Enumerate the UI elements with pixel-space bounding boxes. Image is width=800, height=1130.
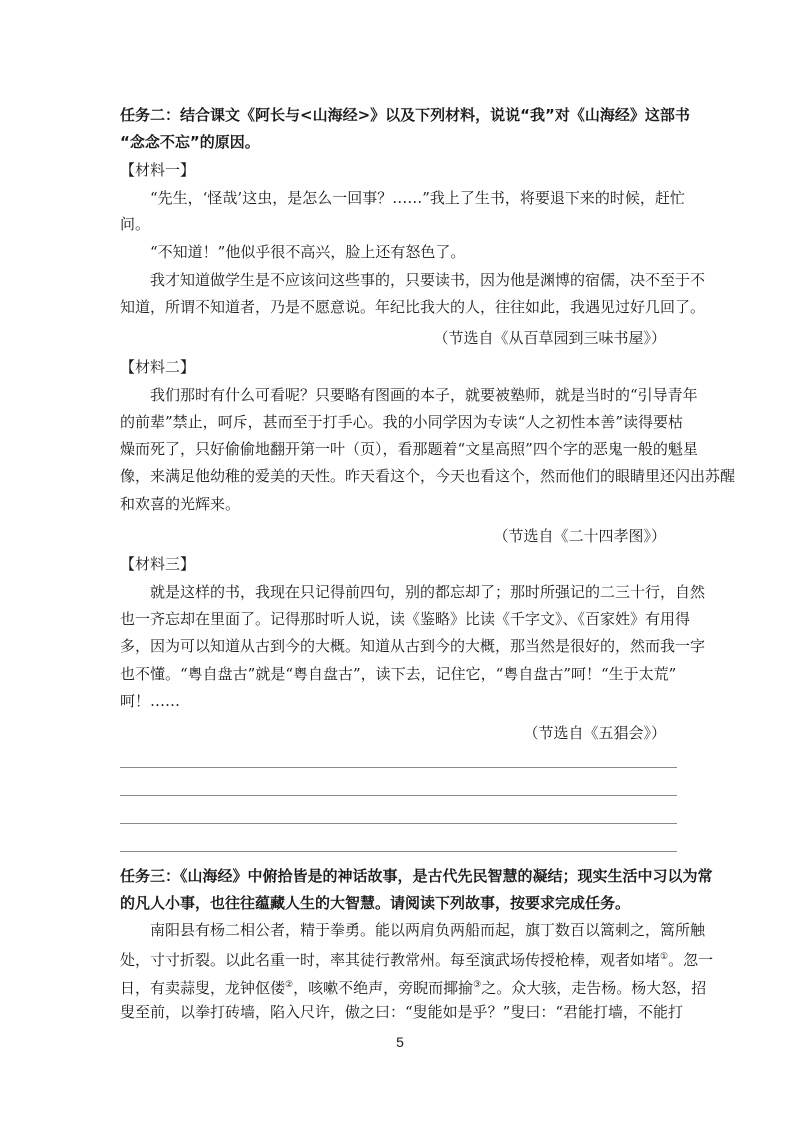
- material1-p3-line2: 知道，所谓不知道者，乃是不愿意说。年纪比我大的人，往往如此，我遇见过好几回了。: [120, 298, 706, 316]
- material3-line5: 呵！……: [120, 692, 181, 710]
- story-line2-text-a: 处，寸寸折裂。以此名重一时，率其徒行教常州。每至演武场传授枪棒，观者如堵: [120, 951, 661, 969]
- answer-line-2[interactable]: [120, 795, 677, 796]
- material3-line3: 多，因为可以知道从古到今的大概。知道从古到今的大概，那当然是很好的，然而我一字: [120, 637, 706, 655]
- task3-story-line4: 叟至前，以拳打砖墙，陷入尺许，傲之曰：“叟能如是乎？”叟曰：“君能打墙，不能打: [120, 1003, 684, 1021]
- material3-line2: 也一齐忘却在里面了。记得那时听人说，读《鉴略》比读《千字文》、《百家姓》有用得: [120, 610, 691, 628]
- task3-story-line3: [120, 975, 706, 998]
- footnote-marker-2: ②: [285, 980, 294, 990]
- answer-line-4[interactable]: [120, 851, 677, 852]
- material1-p3-line1: 我才知道做学生是不应该问这些事的，只要读书，因为他是渊博的宿儒，决不至于不: [150, 271, 706, 289]
- story-line2-text-b: 。忽一: [668, 951, 714, 969]
- material2-line1: 我们那时有什么可看呢？只要略有图画的本子，就要被塾师，就是当时的“引导青年: [150, 386, 698, 404]
- material2-line2: 的前辈”禁止，呵斥，甚而至于打手心。我的小同学因为专读“人之初性本善”读得要枯: [120, 413, 684, 431]
- material1-p2: “不知道！”他似乎很不高兴，脸上还有怒色了。: [150, 243, 466, 261]
- answer-line-3[interactable]: [120, 823, 677, 824]
- footnote-marker-1: ①: [660, 952, 669, 962]
- story-line3-text-b: ，咳嗽不绝声，旁睨而揶揄: [293, 979, 474, 997]
- material2-line4: 像，来满足他幼稚的爱美的天性。昨天看这个，今天也看这个，然而他们的眼睛里还闪出苏醒: [120, 467, 736, 485]
- material1-p1-line2: 问。: [120, 215, 151, 233]
- material3-heading: 【材料三】: [120, 555, 196, 573]
- task3-title-line1: 任务三：《山海经》中俯拾皆是的神话故事，是古代先民智慧的凝结；现实生活中习以为常: [120, 867, 713, 885]
- material1-heading: 【材料一】: [120, 161, 196, 179]
- material3-line1: 就是这样的书，我现在只记得前四句，别的都忘却了；那时所强记的二三十行，自然: [150, 583, 706, 601]
- material2-line3: 燥而死了，只好偷偷地翻开第一叶（页），看那题着“文星高照”四个字的恶鬼一般的魁星: [120, 440, 698, 458]
- material2-heading: 【材料二】: [120, 358, 196, 376]
- task3-story-line1: 南阳县有杨二相公者，精于拳勇。能以两肩负两船而起，旗丁数百以篙刺之，篙所触: [150, 921, 706, 939]
- page-number: 5: [396, 1034, 404, 1050]
- material1-source: （节选自《从百草园到三味书屋》）: [433, 329, 666, 347]
- task2-title-line2: “念念不忘”的原因。: [120, 133, 260, 151]
- story-line3-text-c: 之。众大骇，走告杨。杨大怒，招: [481, 979, 707, 997]
- story-line3-text-a: 日，有卖蒜叟，龙钟伛偻: [120, 979, 286, 997]
- task3-story-line2: [120, 947, 713, 970]
- task2-title-line1: 任务二：结合课文《阿长与<山海经>》以及下列材料，说说“我”对《山海经》这部书: [120, 106, 690, 124]
- footnote-marker-3: ③: [473, 980, 482, 990]
- answer-line-1[interactable]: [120, 767, 677, 768]
- material3-line4: 也不懂。“粤自盘古”就是“粤自盘古”，读下去，记住它，“粤自盘古”呵！“生于太荒”: [120, 665, 677, 683]
- material1-p1-line1: “先生，‘怪哉’这虫，是怎么一回事？……”我上了生书，将要退下来的时候，赶忙: [150, 189, 685, 207]
- material2-source: （节选自《二十四孝图》）: [493, 527, 666, 545]
- material2-line5: 和欢喜的光辉来。: [120, 495, 241, 513]
- material3-source: （节选自《五猖会》）: [523, 724, 666, 742]
- task3-title-line2: 的凡人小事，也往往蕴藏人生的大智慧。请阅读下列故事，按要求完成任务。: [120, 894, 631, 912]
